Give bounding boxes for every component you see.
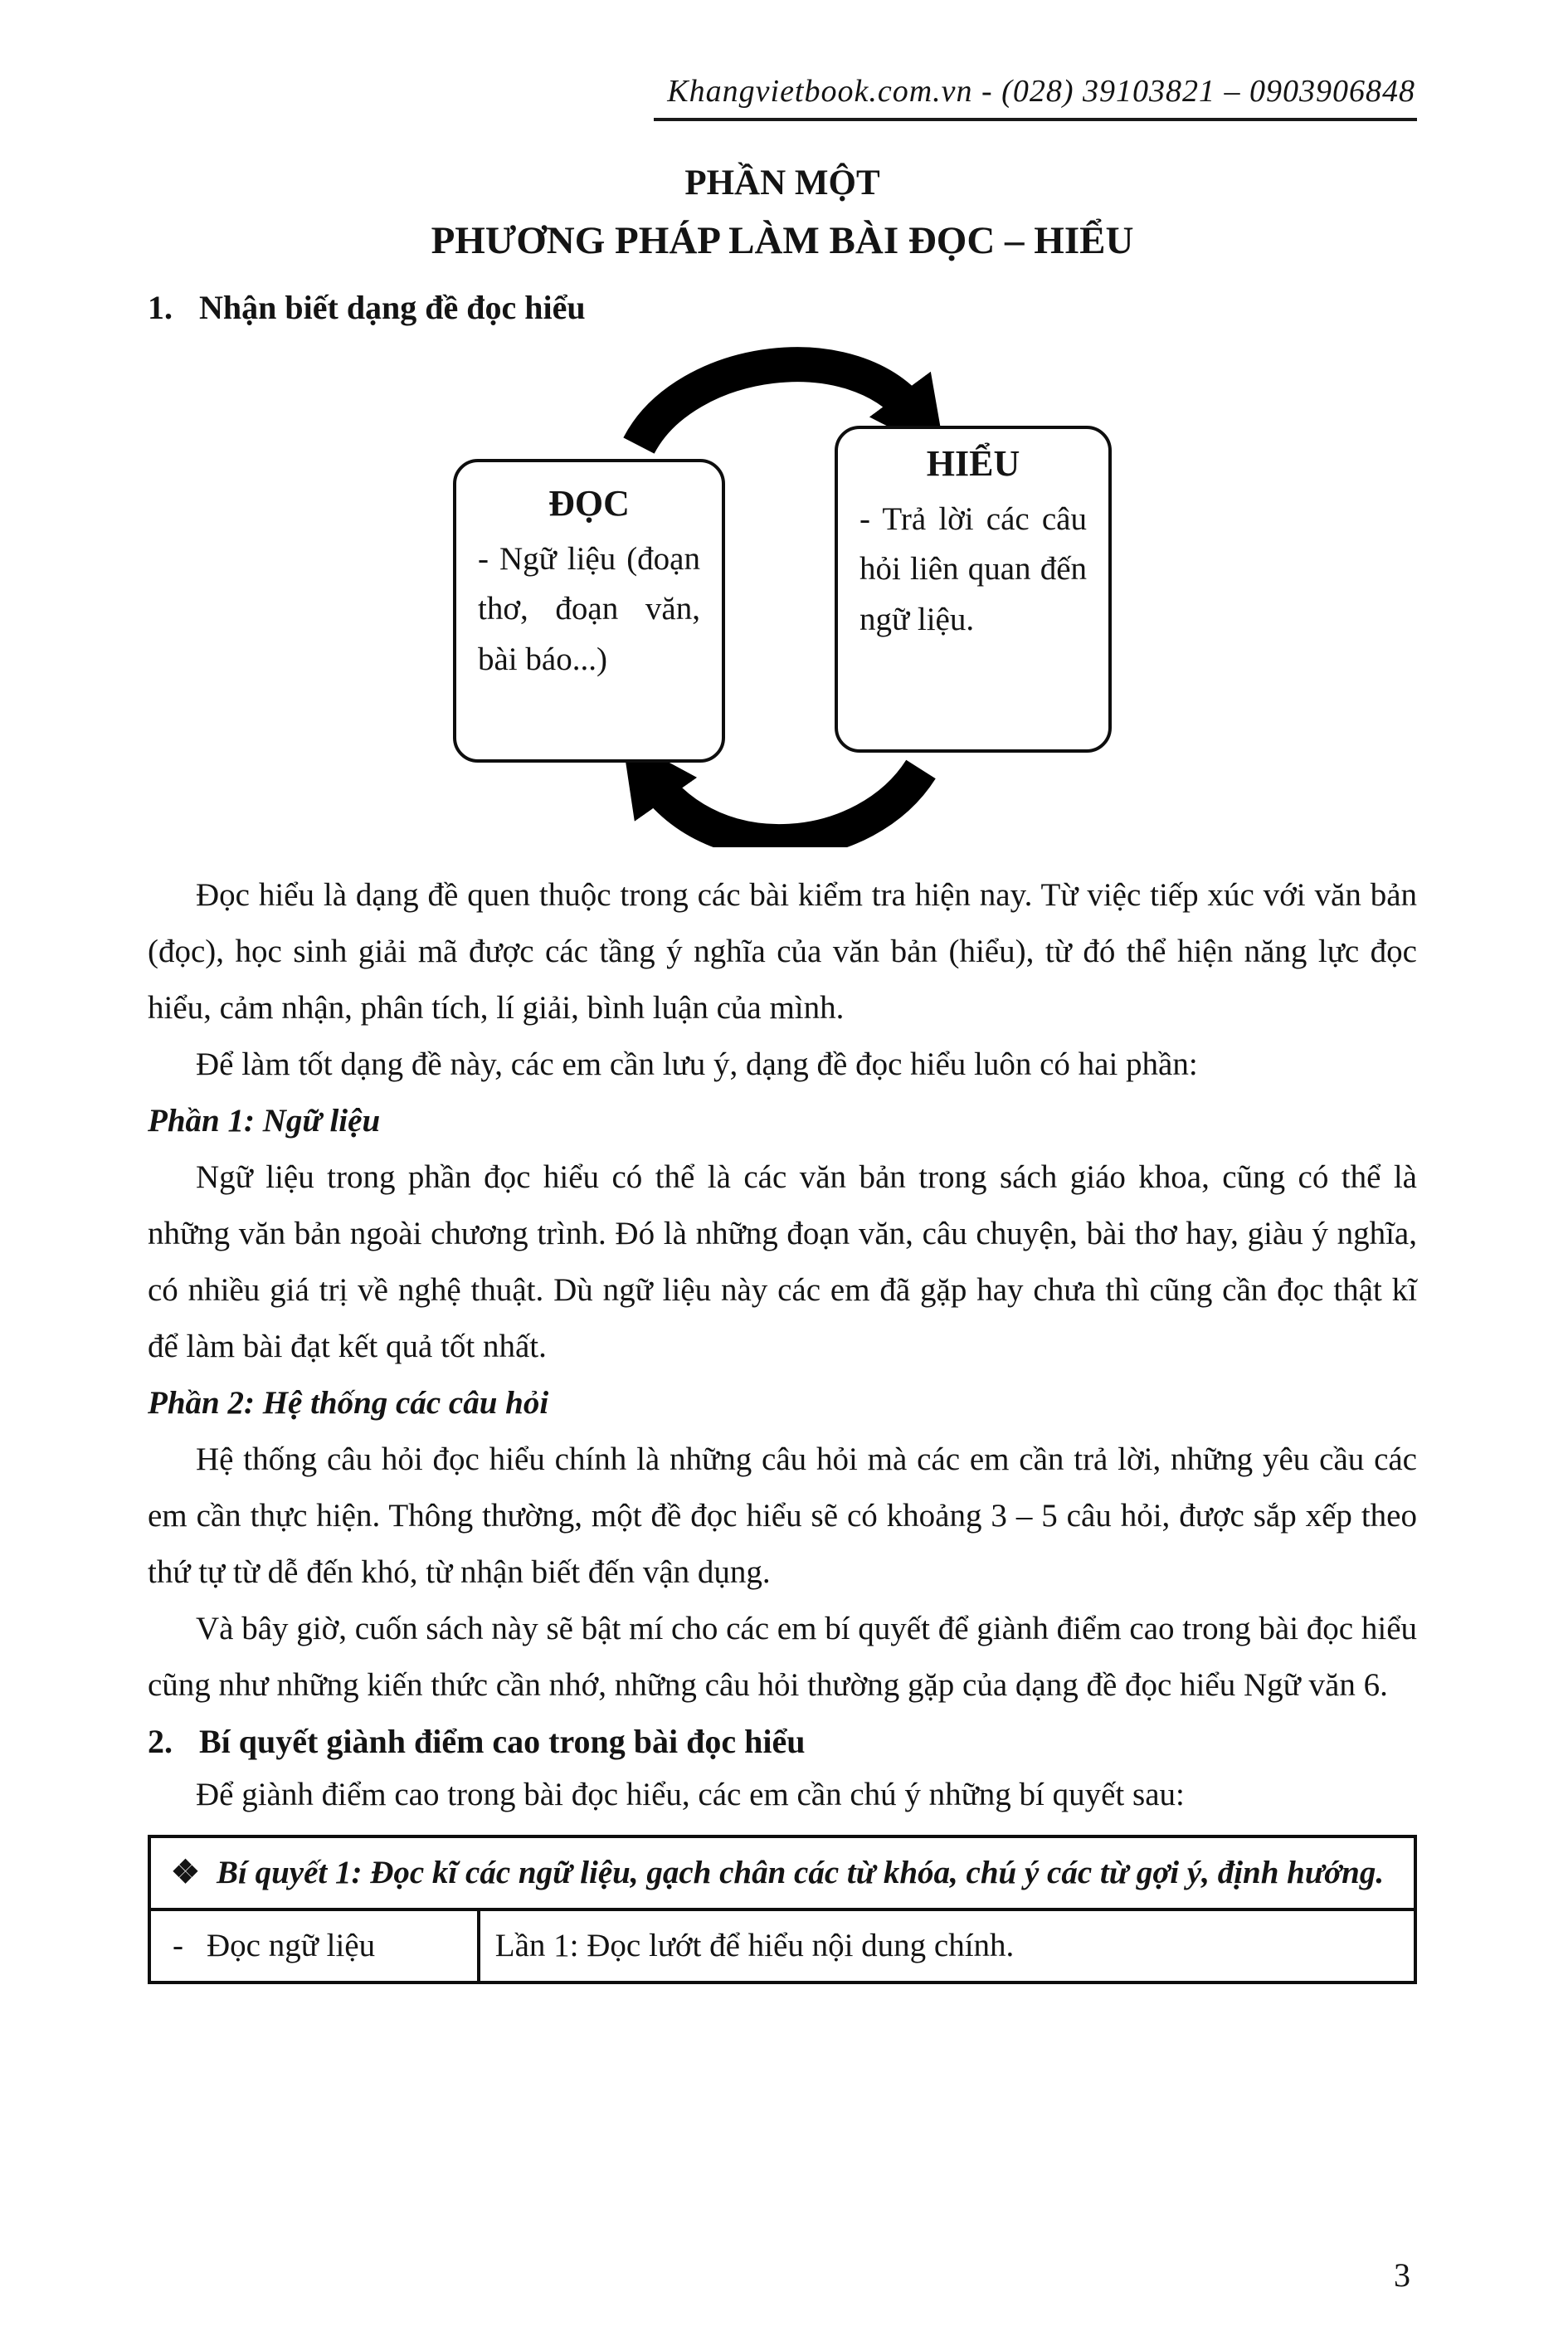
- paragraph-intro: Đọc hiểu là dạng đề quen thuộc trong các bài kiểm tra hiện nay. Từ việc tiếp xúc với văn bản (đọc), học sinh giải mã được các tầng ý nghĩa của văn bản (hiểu), từ đó thể hiện năng lực đọc hiểu, cảm nhận, phân tích, lí giải, bình luận của mình.: [148, 877, 1417, 1026]
- paragraph-ngu-lieu: Ngữ liệu trong phần đọc hiểu có thể là các văn bản trong sách giáo khoa, cũng có thể là những văn bản ngoài chương trình. Đó là những đoạn văn, câu chuyện, bài thơ hay, giàu ý nghĩa, có nhiều giá trị về nghệ thuật. Dù ngữ liệu này các em đã gặp hay chưa thì cũng cần đọc thật kĩ để làm bài đạt kết quả tốt nhất.: [148, 1159, 1417, 1364]
- section-1-heading: [148, 283, 1417, 333]
- page-number: 3: [1394, 2256, 1410, 2294]
- section-1-title: Nhận biết dạng đề đọc hiểu: [199, 289, 586, 326]
- tip1-cell: [149, 1836, 1415, 1909]
- paragraph-bi-quyet-intro: Để giành điểm cao trong bài đọc hiểu, các em cần chú ý những bí quyết sau:: [196, 1777, 1185, 1812]
- tip1-text: Bí quyết 1: Đọc kĩ các ngữ liệu, gạch chân các từ khóa, chú ý các từ gợi ý, định hướng.: [216, 1855, 1385, 1890]
- section-2-title: Bí quyết giành điểm cao trong bài đọc hiểu: [199, 1723, 806, 1760]
- cycle-arrow-bottom: [650, 769, 921, 841]
- row-label-cell: [149, 1909, 479, 1983]
- hieu-box-title: HIỂU: [926, 443, 1020, 484]
- part-1-heading: Phần 1: Ngữ liệu: [148, 1103, 381, 1139]
- section-2-heading: [148, 1717, 1417, 1767]
- part-title: PHẦN MỘT: [684, 163, 880, 202]
- paragraph-note: Để làm tốt dạng đề này, các em cần lưu ý, dạng đề đọc hiểu luôn có hai phần:: [196, 1046, 1198, 1082]
- dash-bullet: -: [173, 1928, 183, 1963]
- diamond-bullet-icon: ❖: [171, 1855, 200, 1890]
- table-row-tip1: [149, 1836, 1415, 1909]
- part-2-heading: Phần 2: Hệ thống các câu hỏi: [148, 1385, 549, 1421]
- doc-box-title: ĐỌC: [548, 483, 630, 524]
- paragraph-bat-mi: Và bây giờ, cuốn sách này sẽ bật mí cho các em bí quyết để giành điểm cao trong bài đọc hiểu cũng như những kiến thức cần nhớ, những câu hỏi thường gặp của dạng đề đọc hiểu Ngữ văn 6.: [148, 1611, 1417, 1703]
- tips-table: [148, 1835, 1417, 1984]
- section-1-number: 1.: [148, 289, 173, 326]
- paragraph-cau-hoi: Hệ thống câu hỏi đọc hiểu chính là những câu hỏi mà các em cần trả lời, những yêu cầu các em cần thực hiện. Thông thường, một đề đọc hiểu sẽ có khoảng 3 – 5 câu hỏi, được sắp xếp theo thứ tự từ dễ đến khó, từ nhận biết đến vận dụng.: [148, 1441, 1417, 1590]
- row-label-text: Đọc ngữ liệu: [207, 1928, 376, 1963]
- header-contact-text: Khangvietbook.com.vn - (028) 39103821 – 0903906848: [654, 73, 1417, 121]
- hieu-box: [835, 426, 1112, 753]
- doc-box: [453, 459, 725, 763]
- hieu-box-body: - Trả lời các câu hỏi liên quan đến ngữ liệu.: [859, 501, 1087, 637]
- row-value-cell: Lần 1: Đọc lướt để hiểu nội dung chính.: [479, 1909, 1415, 1983]
- table-row-doc-ngu-lieu: [149, 1909, 1415, 1983]
- section-2-number: 2.: [148, 1723, 173, 1760]
- doc-box-body: - Ngữ liệu (đoạn thơ, đoạn văn, bài báo...): [478, 541, 700, 677]
- reading-cycle-diagram: [446, 344, 1118, 847]
- part-subtitle: PHƯƠNG PHÁP LÀM BÀI ĐỌC – HIỂU: [431, 219, 1134, 262]
- page-header: [148, 73, 1417, 121]
